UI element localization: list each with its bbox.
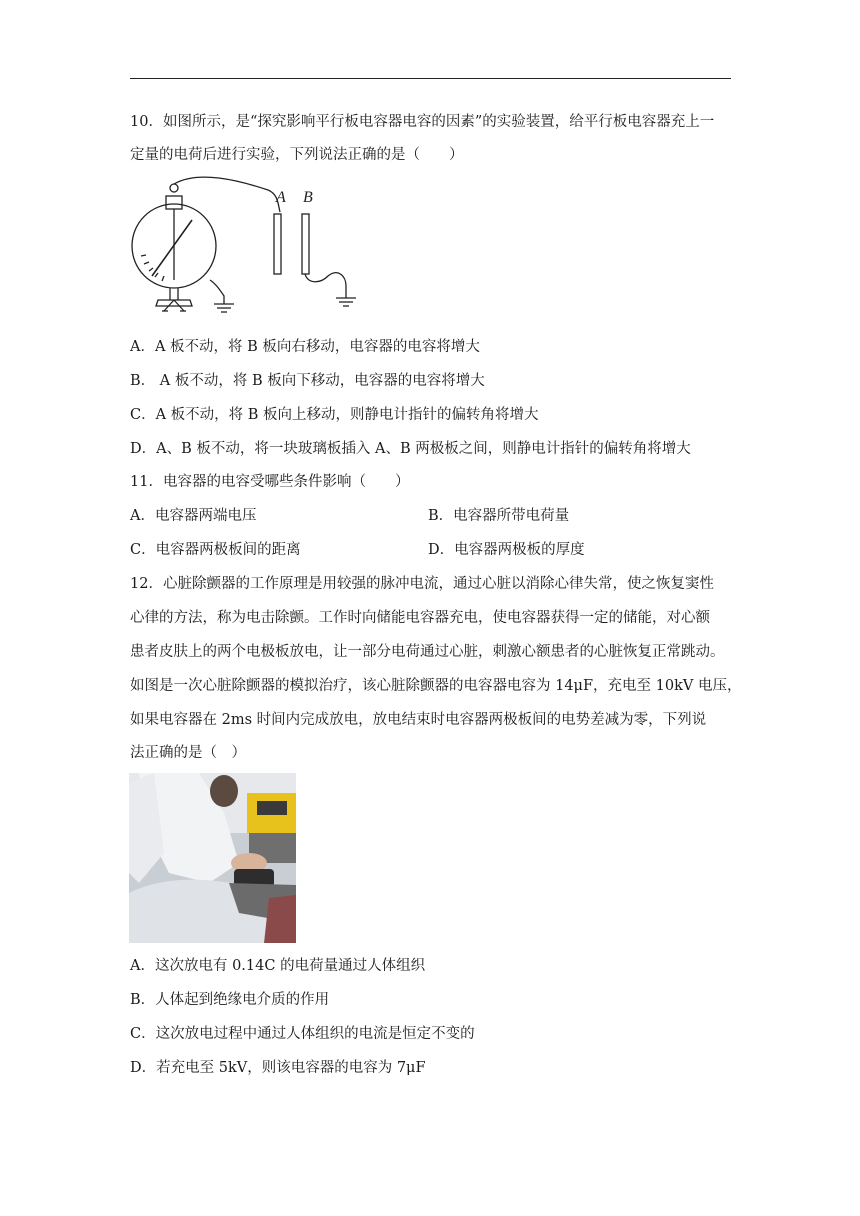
q10-option-a: A．A 板不动，将 B 板向右移动，电容器的电容将增大 [130, 339, 480, 355]
plate-a-label: A [276, 189, 286, 206]
plate-b-label: B [303, 189, 313, 206]
header-rule [130, 78, 731, 79]
defibrillator-photo [129, 773, 296, 943]
plate-a [274, 214, 281, 274]
q12-stem-line1: 12．心脏除颤器的工作原理是用较强的脉冲电流，通过心脏以消除心律失常，使之恢复窦性 [130, 576, 714, 592]
q11-option-a: A．电容器两端电压 [130, 508, 257, 524]
q10-stem-line1: 10．如图所示，是“探究影响平行板电容器电容的因素”的实验装置，给平行板电容器充上一 [130, 114, 715, 130]
q12-option-a: A．这次放电有 0.14C 的电荷量通过人体组织 [130, 958, 426, 974]
plate-b [302, 214, 309, 274]
q12-stem-line6: 法正确的是（ ） [130, 745, 246, 761]
q12-option-d: D．若充电至 5kV，则该电容器的电容为 7μF [130, 1060, 426, 1076]
electrometer-capacitor-diagram [128, 176, 368, 316]
q12-option-b: B．人体起到绝缘电介质的作用 [130, 992, 330, 1008]
q10-stem-line2: 定量的电荷后进行实验，下列说法正确的是（ ） [130, 147, 464, 163]
electrometer-knob [170, 184, 178, 192]
electrometer-needle [152, 220, 192, 276]
q12-stem-line3: 患者皮肤上的两个电极板放电，让一部分电荷通过心脏，刺激心额患者的心脏恢复正常跳动。 [130, 644, 725, 660]
q10-option-b: B． A 板不动，将 B 板向下移动，电容器的电容将增大 [130, 373, 485, 389]
q12-stem-line2: 心律的方法，称为电击除颤。工作时向储能电容器充电，使电容器获得一定的储能，对心额 [130, 610, 710, 626]
q10-option-c: C．A 板不动，将 B 板向上移动，则静电计指针的偏转角将增大 [130, 407, 539, 423]
electrometer-insulator [166, 196, 182, 209]
q10-option-d: D．A、B 板不动，将一块玻璃板插入 A、B 两极板之间，则静电计指针的偏转角将增大 [130, 441, 691, 457]
q11-option-d: D．电容器两极板的厚度 [428, 542, 585, 558]
q12-stem-line4: 如图是一次心脏除颤器的模拟治疗，该心脏除颤器的电容器电容为 14μF，充电至 10kV 电压， [130, 678, 742, 694]
q11-option-c: C．电容器两极板间的距离 [130, 542, 301, 558]
q11-stem: 11．电容器的电容受哪些条件影响（ ） [130, 474, 410, 490]
q11-option-b: B．电容器所带电荷量 [428, 508, 570, 524]
q12-stem-line5: 如果电容器在 2ms 时间内完成放电，放电结束时电容器两极板间的电势差减为零，下列说 [130, 712, 707, 728]
q12-option-c: C．这次放电过程中通过人体组织的电流是恒定不变的 [130, 1026, 475, 1042]
